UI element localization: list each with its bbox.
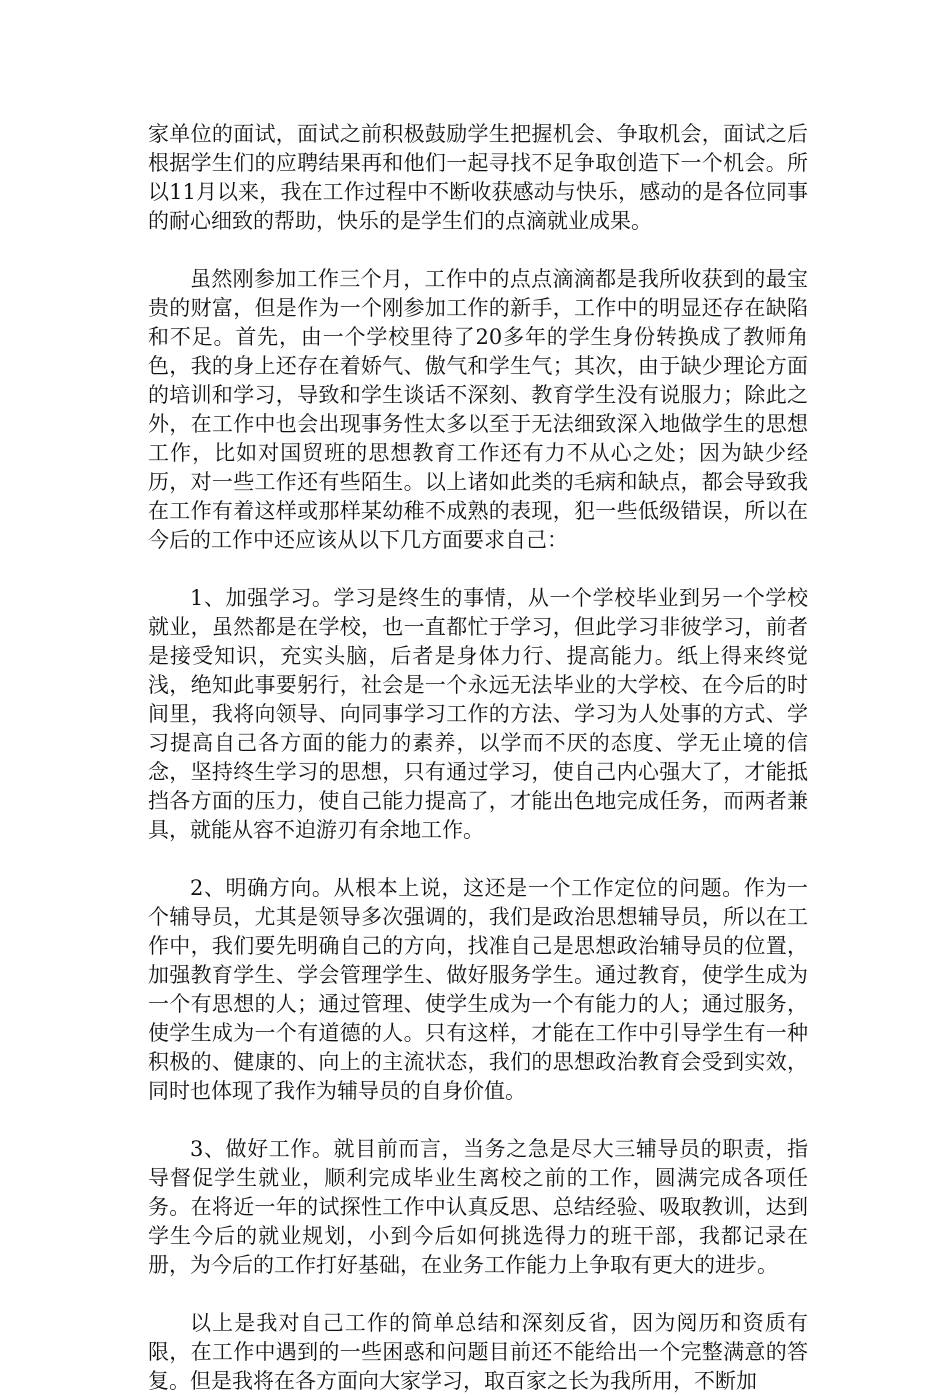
paragraph-3: 1、加强学习。学习是终生的事情，从一个学校毕业到另一个学校就业，虽然都是在学校，也一直都忙于学习，但此学习非彼学习，前者是接受知识，充实头脑，后者是身体力行、提高能力。纸上得来终觉浅，绝知此事要躬行，社会是一个永远无法毕业的大学校、在今后的时间里，我将向领导、向同事学习工作的方法、学习为人处事的方式、学习提高自己各方面的能力的素养，以学而不厌的态度、学无止境的信念，坚持终生学习的思想，只有通过学习，使自己内心强大了，才能抵挡各方面的压力，使自己能力提高了，才能出色地完成任务，而两者兼具，就能从容不迫游刃有余地工作。 [148,586,808,842]
paragraph-5: 3、做好工作。就目前而言，当务之急是尽大三辅导员的职责，指导督促学生就业，顺利完成毕业生离校之前的工作，圆满完成各项任务。在将近一年的试探性工作中认真反思、总结经验、吸取教训，达到学生今后的就业规划，小到今后如何挑选得力的班干部，我都记录在册，为今后的工作打好基础，在业务工作能力上争取有更大的进步。 [148,1137,808,1277]
paragraph-2: 虽然刚参加工作三个月，工作中的点点滴滴都是我所收获到的最宝贵的财富，但是作为一个刚参加工作的新手，工作中的明显还存在缺陷和不足。首先，由一个学校里待了20多年的学生身份转换成了教师角色，我的身上还存在着娇气、傲气和学生气；其次，由于缺少理论方面的培训和学习，导致和学生谈话不深刻、教育学生没有说服力；除此之外，在工作中也会出现事务性太多以至于无法细致深入地做学生的思想工作，比如对国贸班的思想教育工作还有力不从心之处；因为缺少经历，对一些工作还有些陌生。以上诸如此类的毛病和缺点，都会导致我在工作有着这样或那样某幼稚不成熟的表现，犯一些低级错误，所以在今后的工作中还应该从以下几方面要求自己： [148,267,808,552]
document-page [148,120,808,1396]
paragraph-6: 以上是我对自己工作的简单总结和深刻反省，因为阅历和资质有限，在工作中遇到的一些困惑和问题目前还不能给出一个完整满意的答复。但是我将在各方面向大家学习，取百家之长为我所用，不断加 [148,1311,808,1393]
paragraph-4: 2、明确方向。从根本上说，这还是一个工作定位的问题。作为一个辅导员，尤其是领导多次强调的，我们是政治思想辅导员，所以在工作中，我们要先明确自己的方向，找准自己是思想政治辅导员的位置，加强教育学生、学会管理学生、做好服务学生。通过教育，使学生成为一个有思想的人；通过管理、使学生成为一个有能力的人；通过服务，使学生成为一个有道德的人。只有这样，才能在工作中引导学生有一种积极的、健康的、向上的主流状态，我们的思想政治教育会受到实效，同时也体现了我作为辅导员的自身价值。 [148,876,808,1103]
paragraph-1: 家单位的面试，面试之前积极鼓励学生把握机会、争取机会，面试之后根据学生们的应聘结果再和他们一起寻找不足争取创造下一个机会。所以11月以来，我在工作过程中不断收获感动与快乐，感动的是各位同事的耐心细致的帮助，快乐的是学生们的点滴就业成果。 [148,122,808,233]
